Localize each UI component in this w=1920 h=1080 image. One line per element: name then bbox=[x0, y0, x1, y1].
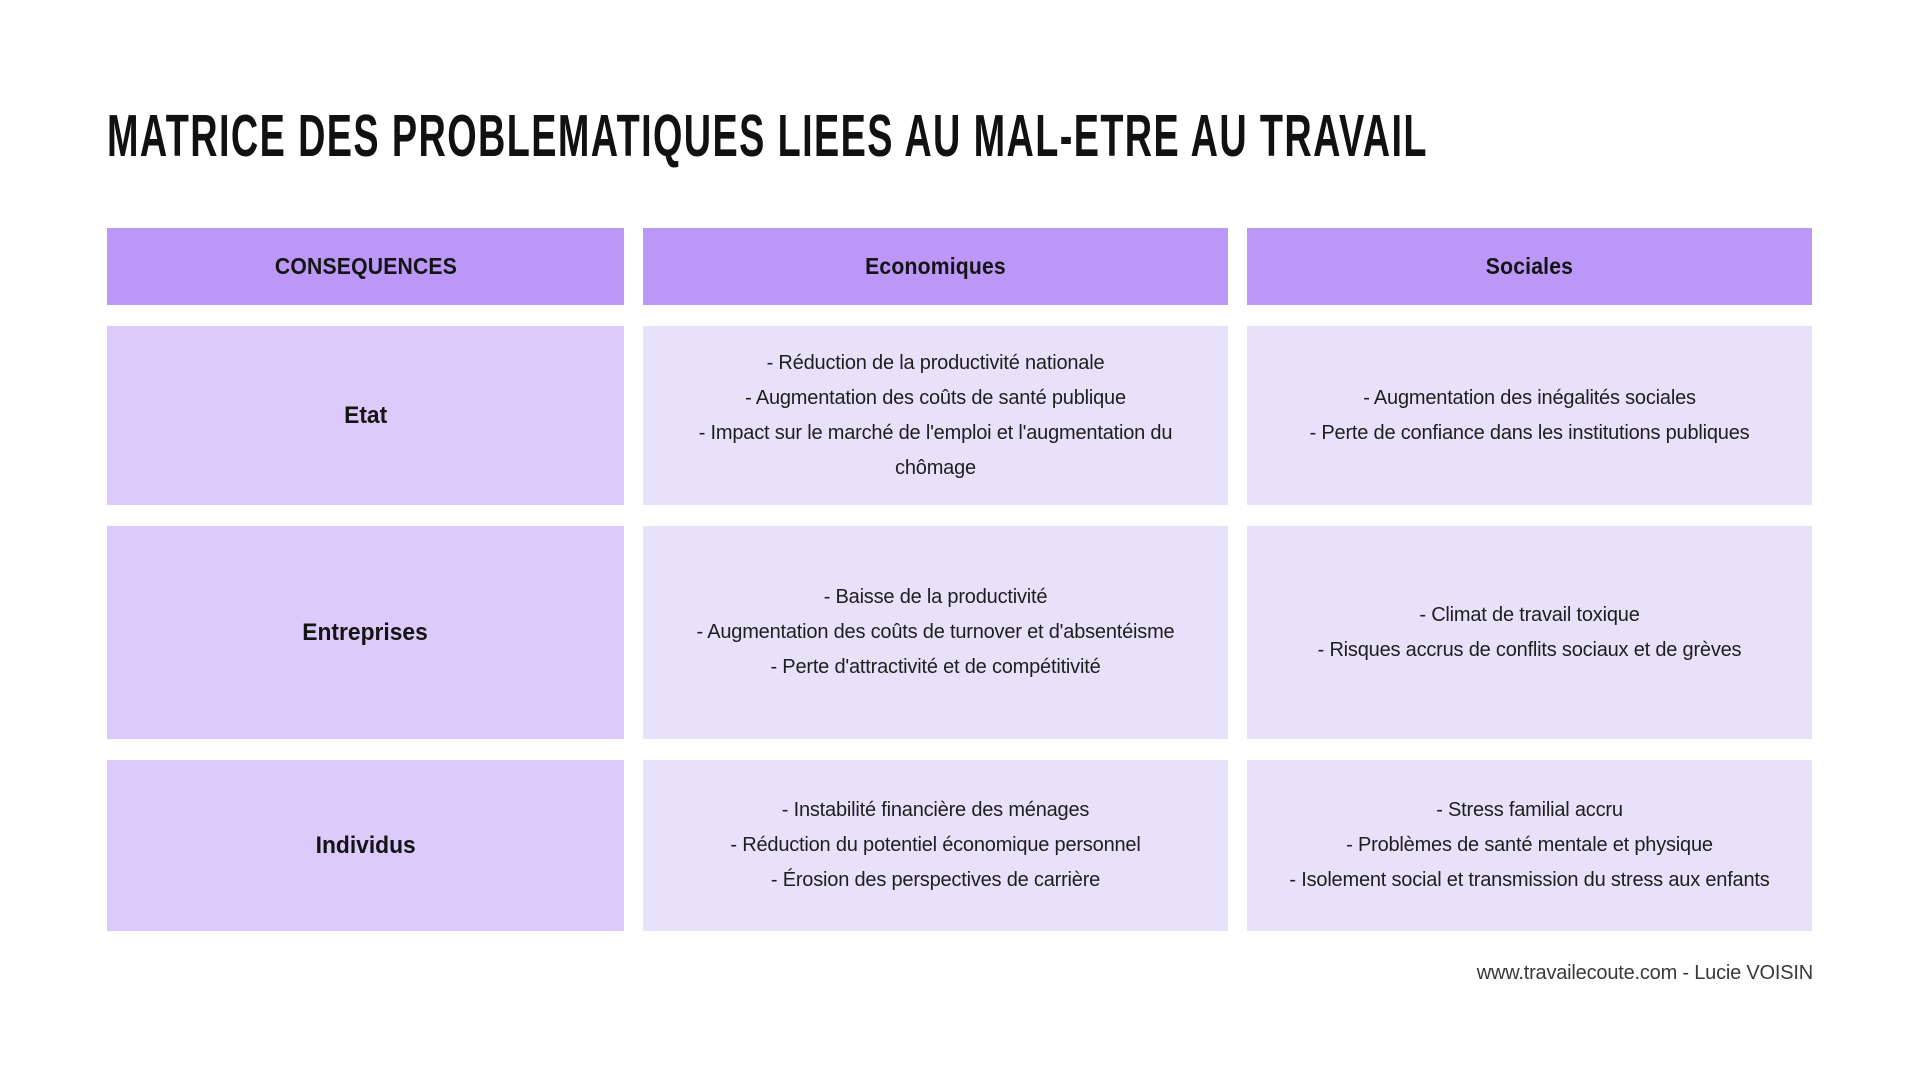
matrix-item: - Problèmes de santé mentale et physique bbox=[1346, 834, 1713, 856]
footer-credit: www.travailecoute.com - Lucie VOISIN bbox=[1476, 962, 1813, 984]
matrix-item: - Perte d'attractivité et de compétitivité bbox=[770, 656, 1101, 678]
consequences-matrix bbox=[107, 228, 1812, 931]
header-label-consequences: CONSEQUENCES bbox=[274, 253, 457, 279]
matrix-item: - Isolement social et transmission du stress aux enfants bbox=[1289, 869, 1770, 891]
matrix-item: - Impact sur le marché de l'emploi et l'augmentation du chômage bbox=[698, 421, 1173, 479]
matrix-item: - Risques accrus de conflits sociaux et de grèves bbox=[1317, 638, 1742, 661]
matrix-item: - Augmentation des inégalités sociales bbox=[1363, 386, 1696, 409]
matrix-item: - Augmentation des coûts de santé publique bbox=[745, 386, 1126, 409]
row-label-individus-text: Individus bbox=[315, 831, 416, 859]
page-title-text: MATRICE DES PROBLEMATIQUES LIEES AU MAL-ETRE AU TRAVAIL bbox=[107, 103, 1428, 169]
cell-entreprises-economiques bbox=[643, 526, 1228, 739]
matrix-item: - Climat de travail toxique bbox=[1419, 603, 1640, 626]
cell-entreprises-sociales bbox=[1247, 526, 1812, 739]
row-label-etat-text: Etat bbox=[343, 401, 388, 429]
row-label-entreprises-text: Entreprises bbox=[302, 618, 429, 646]
row-label-entreprises bbox=[107, 526, 624, 739]
header-cell-consequences bbox=[107, 228, 624, 305]
matrix-item: - Réduction du potentiel économique personnel bbox=[730, 834, 1141, 856]
header-label-economiques: Economiques bbox=[865, 253, 1006, 279]
matrix-item: - Instabilité financière des ménages bbox=[781, 799, 1090, 821]
matrix-item: - Baisse de la productivité bbox=[823, 586, 1048, 608]
cell-etat-economiques bbox=[643, 326, 1228, 505]
header-label-sociales: Sociales bbox=[1485, 253, 1574, 279]
matrix-item: - Perte de confiance dans les institutions publiques bbox=[1309, 421, 1750, 444]
page-title bbox=[107, 104, 1920, 168]
cell-individus-sociales bbox=[1247, 760, 1812, 931]
row-label-etat bbox=[107, 326, 624, 505]
cell-individus-economiques bbox=[643, 760, 1228, 931]
matrix-item: - Augmentation des coûts de turnover et d'absentéisme bbox=[696, 621, 1175, 643]
matrix-item: - Stress familial accru bbox=[1436, 799, 1623, 821]
row-label-individus bbox=[107, 760, 624, 931]
cell-etat-sociales bbox=[1247, 326, 1812, 505]
matrix-item: - Réduction de la productivité nationale bbox=[766, 351, 1105, 374]
header-cell-economiques bbox=[643, 228, 1228, 305]
matrix-item: - Érosion des perspectives de carrière bbox=[770, 869, 1101, 891]
header-cell-sociales bbox=[1247, 228, 1812, 305]
